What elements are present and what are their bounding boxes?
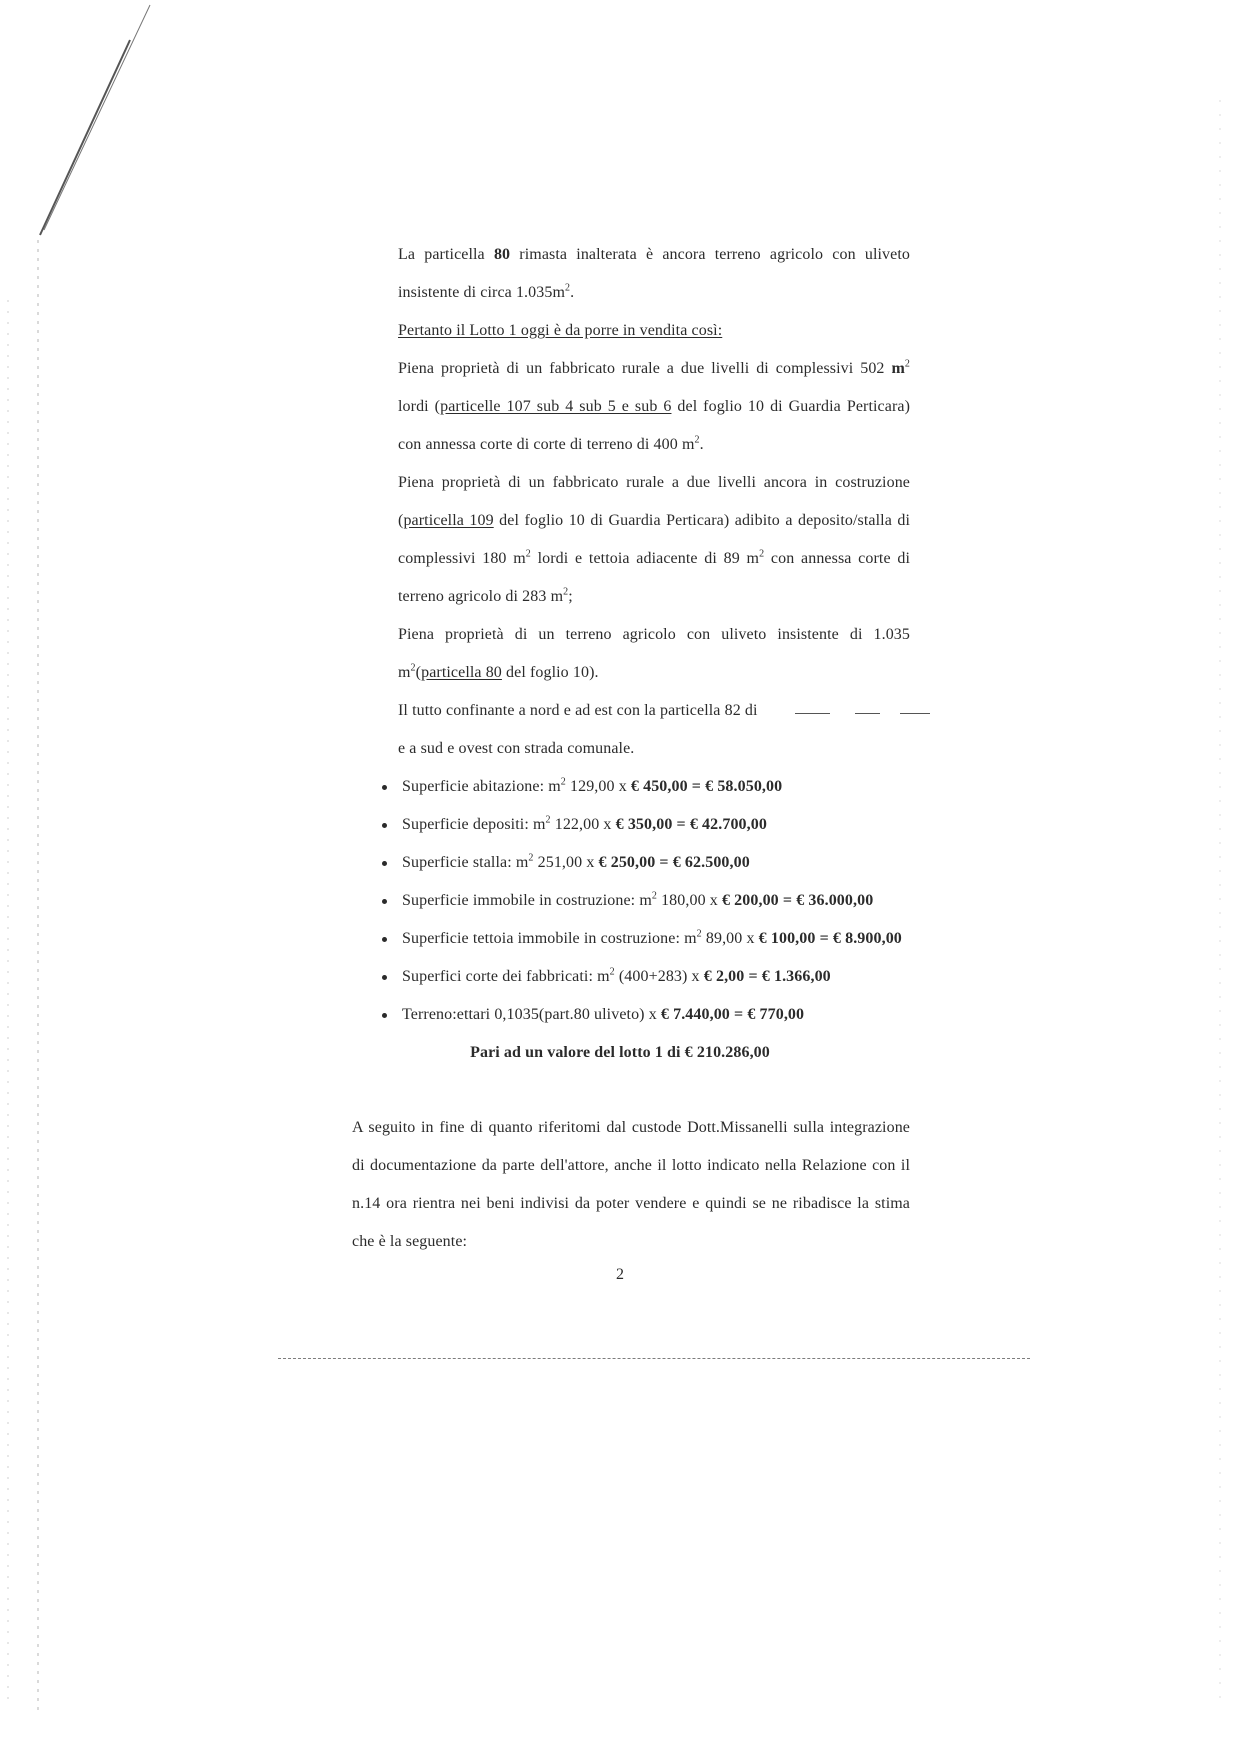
paragraph-line: $m^2(particella$ 80 del foglio 10). <box>398 662 599 681</box>
page-number: 2 <box>615 1266 625 1283</box>
lot-total: Pari ad un valore del lotto 1 di € 210.286,00 <box>470 1044 770 1061</box>
bullet-icon <box>382 937 387 942</box>
list-item: Superficie stalla: $m^2$ 251,00 x € 250,00 = € 62.500,00 <box>402 852 750 871</box>
paragraph-line: Piena proprietà di un fabbricato rurale a due livelli ancora in costruzione <box>398 474 910 491</box>
paragraph-line: di documentazione da parte dell'attore, anche il lotto indicato nella Relazione con il <box>352 1157 910 1174</box>
paragraph-line: Il tutto confinante a nord e ad est con la particella 82 di <box>398 702 758 719</box>
paragraph-line: insistente di circa $1.035m^2$. <box>398 282 575 301</box>
blank-line <box>855 713 880 714</box>
list-item: Terreno:ettari 0,1035(part.80 uliveto) x € 7.440,00 = € 770,00 <box>402 1006 805 1023</box>
paragraph-line: che è la seguente: <box>352 1233 468 1250</box>
particella-number: 80 <box>493 246 511 263</box>
paragraph-line: n.14 ora rientra nei beni indivisi da poter vendere e quindi se ne ribadisce la stima <box>352 1195 910 1212</box>
paragraph-line: e a sud e ovest con strada comunale. <box>398 740 635 757</box>
bullet-icon <box>382 1013 387 1018</box>
bullet-icon <box>382 899 387 904</box>
bullet-icon <box>382 785 387 790</box>
paragraph-line: Piena proprietà di un terreno agricolo con uliveto insistente di 1.035 <box>398 626 910 643</box>
paragraph-line: Piena proprietà di un fabbricato rurale a due livelli di complessivi 502 $m^2$ <box>398 358 910 377</box>
paragraph-line: A seguito in fine di quanto riferitomi dal custode Dott.Missanelli sulla integrazione <box>352 1119 910 1136</box>
bullet-icon <box>382 823 387 828</box>
blank-line <box>795 713 830 714</box>
paragraph-line: La particella 80 rimasta inalterata è ancora terreno agricolo con uliveto <box>398 246 910 263</box>
paragraph-line: terreno agricolo di 283 $m^2$; <box>398 586 573 605</box>
list-item: Superfici corte dei fabbricati: $m^2$ (400+283) x € 2,00 = € 1.366,00 <box>402 966 831 985</box>
bullet-icon <box>382 975 387 980</box>
paragraph-line: (particella 109 del foglio 10 di Guardia Perticara) adibito a deposito/stalla di <box>398 512 910 529</box>
scan-divider <box>278 1358 1030 1359</box>
bullet-icon <box>382 861 387 866</box>
section-heading: Pertanto il Lotto 1 oggi è da porre in vendita così: <box>398 322 723 339</box>
blank-line <box>900 713 930 714</box>
list-item: Superficie immobile in costruzione: $m^2$ 180,00 x € 200,00 = € 36.000,00 <box>402 890 874 909</box>
paragraph-line: lordi (particelle 107 sub 4 sub 5 e sub 6 del foglio 10 di Guardia Perticara) <box>398 398 910 415</box>
paragraph-line: complessivi 180 $m^2$ lordi e tettoia adiacente di 89 $m^2$ con annessa corte di <box>398 548 910 567</box>
list-item: Superficie abitazione: $m^2$ 129,00 x € 450,00 = € 58.050,00 <box>402 776 783 795</box>
list-item: Superficie depositi: $m^2$ 122,00 x € 350,00 = € 42.700,00 <box>402 814 767 833</box>
list-item: Superficie tettoia immobile in costruzione: $m^2$ 89,00 x € 100,00 = € 8.900,00 <box>402 928 902 947</box>
paragraph-line: con annessa corte di corte di terreno di 400 $m^2$. <box>398 434 704 453</box>
